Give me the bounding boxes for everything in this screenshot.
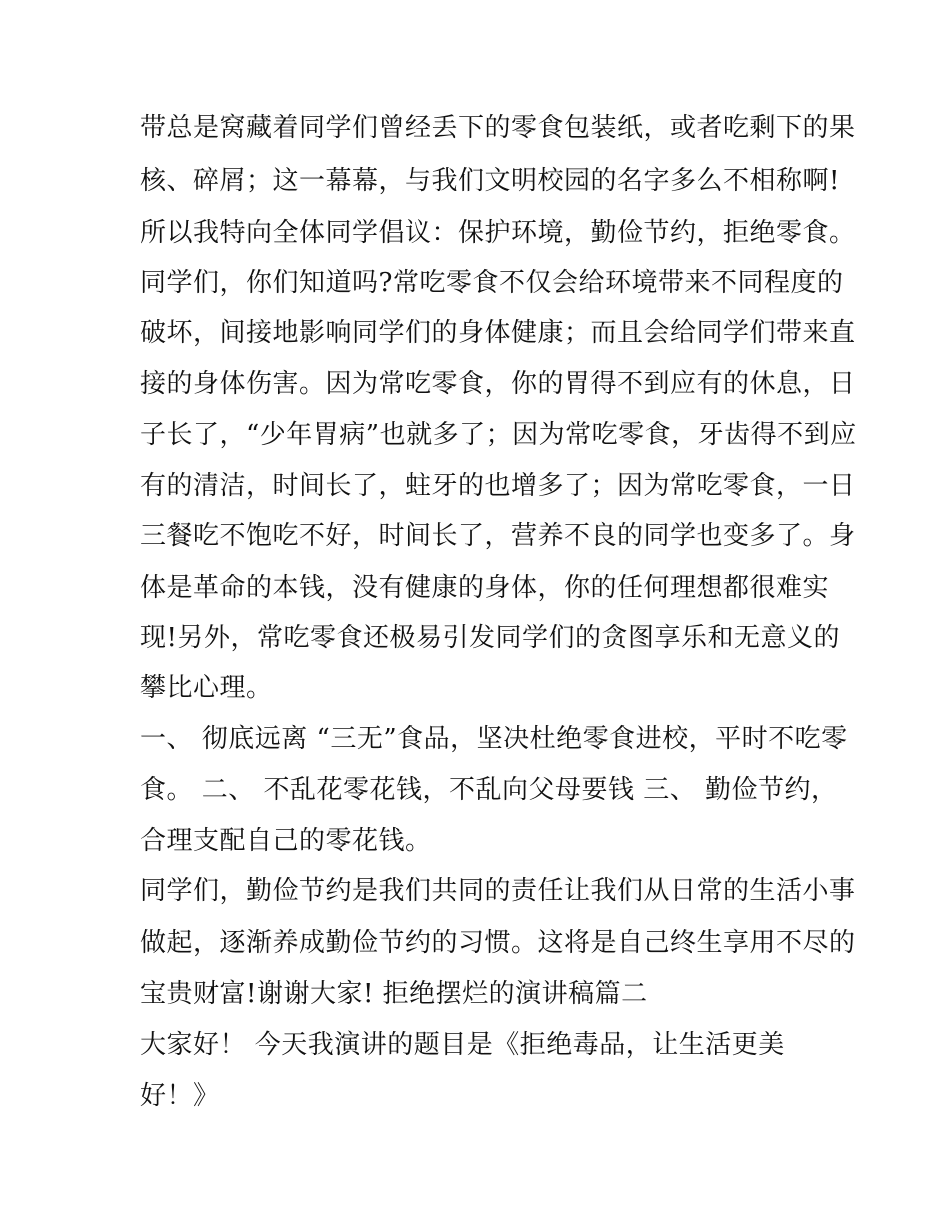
- text-line: 接的身体伤害。因为常吃零食，你的胃得不到应有的休息，日: [140, 369, 856, 399]
- text-line: 带总是窝藏着同学们曾经丢下的零食包装纸，或者吃剩下的果: [140, 113, 856, 143]
- text-line: 同学们，你们知道吗?常吃零食不仅会给环境带来不同程度的: [140, 268, 844, 298]
- text-line: 一、 彻底远离 “三无”食品，坚决杜绝零食进校，平时不吃零: [140, 724, 848, 754]
- text-line: 合理支配自己的零花钱。: [140, 826, 432, 856]
- text-line: 破坏，间接地影响同学们的身体健康；而且会给同学们带来直: [140, 318, 856, 348]
- text-line: 三餐吃不饱吃不好，时间长了，营养不良的同学也变多了。身: [140, 521, 856, 551]
- text-line: 宝贵财富!谢谢大家! 拒绝摆烂的演讲稿篇二: [140, 979, 648, 1009]
- text-line: 所以我特向全体同学倡议：保护环境，勤俭节约，拒绝零食。: [140, 218, 856, 248]
- text-line: 子长了，“少年胃病”也就多了；因为常吃零食，牙齿得不到应: [140, 420, 857, 450]
- text-line: 好！》: [140, 1081, 220, 1111]
- text-line: 食。 二、 不乱花零花钱，不乱向父母要钱 三、 勤俭节约，: [140, 775, 838, 805]
- text-line: 核、碎屑；这一幕幕，与我们文明校园的名字多么不相称啊!: [140, 166, 840, 196]
- text-line: 现!另外，常吃零食还极易引发同学们的贪图享乐和无意义的: [140, 623, 840, 653]
- text-line: 大家好！ 今天我演讲的题目是《拒绝毒品，让生活更美: [140, 1030, 785, 1060]
- text-line: 体是革命的本钱，没有健康的身体，你的任何理想都很难实: [140, 573, 830, 603]
- text-line: 攀比心理。: [140, 673, 273, 703]
- text-line: 做起，逐渐养成勤俭节约的习惯。这将是自己终生享用不尽的: [140, 928, 856, 958]
- text-line: 有的清洁，时间长了，蛀牙的也增多了；因为常吃零食，一日: [140, 471, 856, 501]
- text-line: 同学们，勤俭节约是我们共同的责任让我们从日常的生活小事: [140, 876, 856, 906]
